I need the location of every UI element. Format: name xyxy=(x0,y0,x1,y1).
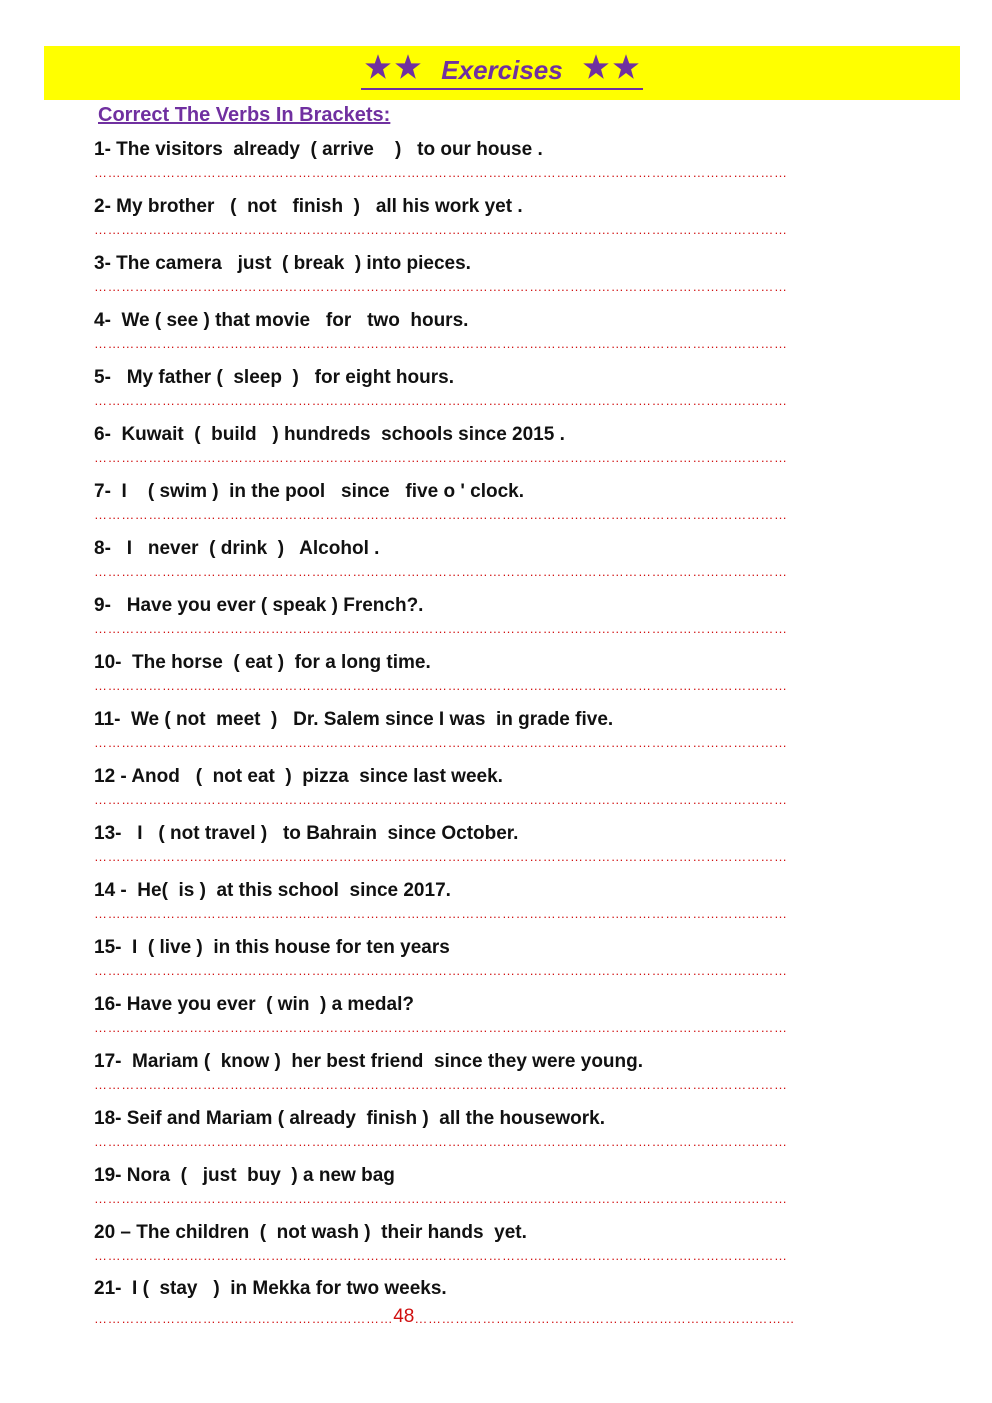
exercise-item xyxy=(94,822,854,864)
exercise-question: 6- Kuwait ( build ) hundreds schools since 2015 . xyxy=(94,424,565,445)
exercise-item xyxy=(94,252,854,294)
exercise-item xyxy=(94,936,854,978)
exercise-item xyxy=(94,1277,854,1301)
exercise-question: 15- I ( live ) in this house for ten years xyxy=(94,937,450,958)
answer-line[interactable]: ……………………………………………………………………………………………………………………………………… xyxy=(94,165,788,180)
exercise-question: 13- I ( not travel ) to Bahrain since October. xyxy=(94,823,519,844)
exercise-question: 9- Have you ever ( speak ) French?. xyxy=(94,595,424,616)
exercise-question: 1- The visitors already ( arrive ) to our house . xyxy=(94,139,543,160)
exercise-question: 11- We ( not meet ) Dr. Salem since I was in grade five. xyxy=(94,709,614,730)
answer-line[interactable]: ……………………………………………………………………………………………………………………………………… xyxy=(94,222,788,237)
exercise-question: 10- The horse ( eat ) for a long time. xyxy=(94,652,431,673)
instructions-heading: Correct The Verbs In Brackets: xyxy=(98,104,391,126)
exercise-question: 5- My father ( sleep ) for eight hours. xyxy=(94,367,454,388)
answer-line[interactable]: ……………………………………………………………………………………………………………………………………… xyxy=(94,1077,788,1092)
answer-line[interactable]: ……………………………………………………………………………………………………………………………………… xyxy=(94,678,788,693)
exercise-item xyxy=(94,1221,854,1263)
exercise-item xyxy=(94,195,854,237)
exercise-question: 8- I never ( drink ) Alcohol . xyxy=(94,538,380,559)
answer-line[interactable]: ……………………………………………………………………………………………………………………………………… xyxy=(94,792,788,807)
exercise-item xyxy=(94,366,854,408)
exercise-item xyxy=(94,993,854,1035)
exercise-item xyxy=(94,138,854,180)
exercise-item xyxy=(94,708,854,750)
answer-line-right: ………………………………………………………………………… xyxy=(414,1311,796,1326)
exercise-question: 20 – The children ( not wash ) their hands yet. xyxy=(94,1222,527,1243)
answer-line[interactable]: ……………………………………………………………………………………………………………………………………… xyxy=(94,564,788,579)
exercise-item xyxy=(94,423,854,465)
star-icon xyxy=(581,52,611,82)
page-number: 48 xyxy=(393,1306,415,1327)
exercise-question: 7- I ( swim ) in the pool since five o ' clock. xyxy=(94,481,524,502)
exercise-item xyxy=(94,879,854,921)
answer-line[interactable]: ……………………………………………………………………………………………………………………………………… xyxy=(94,963,788,978)
exercise-question: 18- Seif and Mariam ( already finish ) all the housework. xyxy=(94,1108,606,1129)
answer-line[interactable]: ……………………………………………………………………………………………………………………………………… xyxy=(94,621,788,636)
exercise-question: 16- Have you ever ( win ) a medal? xyxy=(94,994,414,1015)
exercise-question: 14 - He( is ) at this school since 2017. xyxy=(94,880,451,901)
exercise-item xyxy=(94,1107,854,1149)
answer-line-left: ………………………………………………………… xyxy=(94,1311,394,1326)
exercise-question: 19- Nora ( just buy ) a new bag xyxy=(94,1165,395,1186)
star-icon xyxy=(611,52,641,82)
answer-line[interactable]: ……………………………………………………………………………………………………………………………………… xyxy=(94,1020,788,1035)
answer-line[interactable]: ……………………………………………………………………………………………………………………………………… xyxy=(94,1191,788,1206)
exercise-question: 17- Mariam ( know ) her best friend since they were young. xyxy=(94,1051,644,1072)
exercise-question: 21- I ( stay ) in Mekka for two weeks. xyxy=(94,1278,447,1299)
answer-line[interactable]: ……………………………………………………………………………………………………………………………………… xyxy=(94,336,788,351)
answer-line[interactable]: ……………………………………………………………………………………………………………………………………… xyxy=(94,450,788,465)
exercise-question: 12 - Anod ( not eat ) pizza since last week. xyxy=(94,766,503,787)
answer-line[interactable]: ……………………………………………………………………………………………………………………………………… xyxy=(94,906,788,921)
exercise-question: 2- My brother ( not finish ) all his work yet . xyxy=(94,196,523,217)
answer-line[interactable]: ……………………………………………………………………………………………………………………………………… xyxy=(94,393,788,408)
answer-line[interactable]: ……………………………………………………………………………………………………………………………………… xyxy=(94,507,788,522)
title-underline-group xyxy=(361,52,642,90)
exercise-item xyxy=(94,1164,854,1206)
exercise-item xyxy=(94,594,854,636)
title-banner xyxy=(44,46,960,100)
exercise-question: 3- The camera just ( break ) into pieces. xyxy=(94,253,471,274)
answer-line[interactable]: ……………………………………………………………………………………………………………………………………… xyxy=(94,1248,788,1263)
answer-line[interactable]: ……………………………………………………………………………………………………………………………………… xyxy=(94,849,788,864)
exercise-item xyxy=(94,309,854,351)
answer-line[interactable]: ……………………………………………………………………………………………………………………………………… xyxy=(94,735,788,750)
exercise-item xyxy=(94,765,854,807)
exercise-item xyxy=(94,480,854,522)
final-answer-line[interactable] xyxy=(94,1306,796,1327)
exercise-item xyxy=(94,537,854,579)
star-icon xyxy=(393,52,423,82)
page-title: Exercises xyxy=(441,55,563,85)
exercise-item xyxy=(94,1050,854,1092)
answer-line[interactable]: ……………………………………………………………………………………………………………………………………… xyxy=(94,1134,788,1149)
title-row xyxy=(44,52,960,90)
star-icon xyxy=(363,52,393,82)
answer-line[interactable]: ……………………………………………………………………………………………………………………………………… xyxy=(94,279,788,294)
exercise-question: 4- We ( see ) that movie for two hours. xyxy=(94,310,469,331)
exercise-item xyxy=(94,651,854,693)
